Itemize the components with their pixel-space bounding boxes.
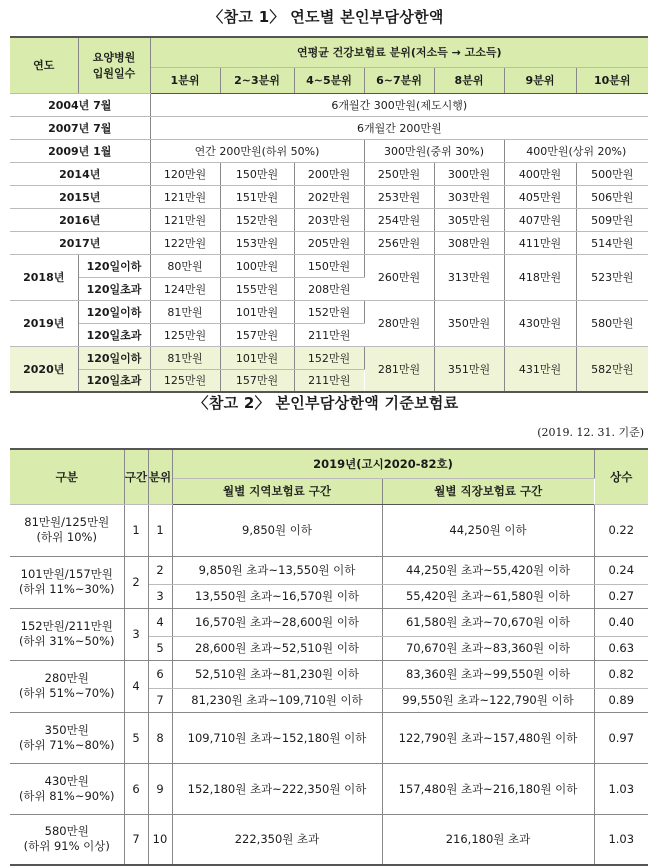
span-value: 400만원(상위 20%) — [504, 139, 648, 162]
ratio-header: 상수 — [594, 449, 648, 504]
value-cell: 152만원 — [294, 300, 364, 323]
category-range: (하위 91% 이상) — [23, 839, 110, 854]
category-amount: 350만원 — [44, 722, 89, 737]
days-header-line2: 입원일수 — [92, 67, 136, 81]
decile-cell: 9 — [148, 763, 172, 814]
value-cell: 418만원 — [504, 254, 576, 300]
value-cell: 151만원 — [220, 185, 294, 208]
ratio-cell: 0.97 — [594, 712, 648, 763]
category-amount: 152만원/211만원 — [20, 619, 113, 633]
days-header-line1: 요양병원 — [92, 51, 136, 65]
category-cell — [10, 763, 124, 814]
table-row — [10, 504, 648, 556]
year-cell: 2015년 — [10, 185, 150, 208]
workplace-cell: 61,580원 초과~70,670원 이하 — [382, 608, 594, 636]
decile-cell: 10 — [148, 814, 172, 865]
value-cell: 155만원 — [220, 277, 294, 300]
ratio-cell: 0.63 — [594, 636, 648, 660]
section-cell: 7 — [124, 814, 148, 865]
year-cell: 2019년 — [10, 300, 78, 346]
regional-cell: 109,710원 초과~152,180원 이하 — [172, 712, 382, 763]
value-cell: 125만원 — [150, 369, 220, 392]
value-cell: 351만원 — [434, 346, 504, 392]
value-cell: 152만원 — [294, 346, 364, 369]
value-cell: 203만원 — [294, 208, 364, 231]
table-row — [10, 556, 648, 584]
section-cell: 6 — [124, 763, 148, 814]
ratio-cell: 1.03 — [594, 763, 648, 814]
category-amount: 580만원 — [44, 824, 89, 839]
year-cell: 2018년 — [10, 254, 78, 300]
category-cell — [10, 660, 124, 712]
regional-cell: 28,600원 초과~52,510원 이하 — [172, 636, 382, 660]
value-cell: 211만원 — [294, 323, 364, 346]
value-cell: 430만원 — [504, 300, 576, 346]
days-cell: 120일이하 — [78, 254, 150, 277]
value-cell: 208만원 — [294, 277, 364, 300]
workplace-cell: 122,790원 초과~157,480원 이하 — [382, 712, 594, 763]
value-cell: 305만원 — [434, 208, 504, 231]
table-row — [10, 93, 648, 116]
table-row — [10, 254, 648, 277]
table-row — [10, 139, 648, 162]
value-cell: 254만원 — [364, 208, 434, 231]
span-value: 300만원(중위 30%) — [364, 139, 504, 162]
table-row — [10, 608, 648, 636]
table-row — [10, 300, 648, 323]
table-row — [10, 208, 648, 231]
category-cell — [10, 608, 124, 660]
regional-cell: 152,180원 초과~222,350원 이하 — [172, 763, 382, 814]
section-cell: 3 — [124, 608, 148, 660]
section-cell: 1 — [124, 504, 148, 556]
table-row — [10, 185, 648, 208]
days-cell: 120일초과 — [78, 369, 150, 392]
regional-cell: 52,510원 초과~81,230원 이하 — [172, 660, 382, 688]
span-value: 연간 200만원(하위 50%) — [150, 139, 364, 162]
table-row — [10, 660, 648, 688]
decile-header: 6~7분위 — [364, 67, 434, 93]
value-cell: 580만원 — [576, 300, 648, 346]
year-header: 연도 — [10, 37, 78, 93]
decile-cell: 1 — [148, 504, 172, 556]
regional-cell: 9,850원 이하 — [172, 504, 382, 556]
value-cell: 121만원 — [150, 185, 220, 208]
decile-cell: 3 — [148, 584, 172, 608]
table-row — [10, 814, 648, 865]
value-cell: 281만원 — [364, 346, 434, 392]
year-cell: 2017년 — [10, 231, 150, 254]
value-cell: 260만원 — [364, 254, 434, 300]
value-cell: 523만원 — [576, 254, 648, 300]
decile-header: 4~5분위 — [294, 67, 364, 93]
workplace-cell: 44,250원 이하 — [382, 504, 594, 556]
ratio-cell: 0.24 — [594, 556, 648, 584]
value-cell: 308만원 — [434, 231, 504, 254]
value-cell: 122만원 — [150, 231, 220, 254]
ratio-cell: 0.82 — [594, 660, 648, 688]
ratio-cell: 1.03 — [594, 814, 648, 865]
value-cell: 80만원 — [150, 254, 220, 277]
base-premium-table — [10, 448, 648, 866]
value-cell: 280만원 — [364, 300, 434, 346]
days-cell: 120일이하 — [78, 346, 150, 369]
value-cell: 300만원 — [434, 162, 504, 185]
category-cell — [10, 556, 124, 608]
value-cell: 153만원 — [220, 231, 294, 254]
regional-header: 월별 지역보험료 구간 — [172, 478, 382, 504]
value-cell: 202만원 — [294, 185, 364, 208]
category-amount: 81만원/125만원 — [24, 515, 110, 529]
header-row-1 — [10, 449, 648, 478]
value-cell: 514만원 — [576, 231, 648, 254]
year-cell: 2004년 7월 — [10, 93, 150, 116]
value-cell: 100만원 — [220, 254, 294, 277]
regional-cell: 9,850원 초과~13,550원 이하 — [172, 556, 382, 584]
decile-group-header: 연평균 건강보험료 분위(저소득 → 고소득) — [150, 37, 648, 67]
category-range: (하위 10%) — [36, 530, 97, 544]
decile-cell: 4 — [148, 608, 172, 636]
decile-cell: 5 — [148, 636, 172, 660]
value-cell: 506만원 — [576, 185, 648, 208]
decile-cell: 2 — [148, 556, 172, 584]
value-cell: 256만원 — [364, 231, 434, 254]
ref2-title: 〈참고 2〉 본인부담상한액 기준보험료 — [193, 394, 459, 412]
year-cell: 2016년 — [10, 208, 150, 231]
regional-cell: 81,230원 초과~109,710원 이하 — [172, 688, 382, 712]
section-cell: 2 — [124, 556, 148, 608]
value-cell: 509만원 — [576, 208, 648, 231]
ratio-cell: 0.27 — [594, 584, 648, 608]
value-cell: 313만원 — [434, 254, 504, 300]
workplace-cell: 157,480원 초과~216,180원 이하 — [382, 763, 594, 814]
header-row-1 — [10, 37, 648, 67]
decile-header: 10분위 — [576, 67, 648, 93]
workplace-cell: 83,360원 초과~99,550원 이하 — [382, 660, 594, 688]
table-row-highlighted — [10, 346, 648, 369]
category-cell — [10, 814, 124, 865]
value-cell: 411만원 — [504, 231, 576, 254]
value-cell: 350만원 — [434, 300, 504, 346]
value-cell: 124만원 — [150, 277, 220, 300]
value-cell: 211만원 — [294, 369, 364, 392]
value-cell: 157만원 — [220, 323, 294, 346]
table-row — [10, 162, 648, 185]
value-cell: 121만원 — [150, 208, 220, 231]
section-cell: 5 — [124, 712, 148, 763]
value-cell: 500만원 — [576, 162, 648, 185]
category-range: (하위 11%~30%) — [18, 582, 115, 596]
decile-header: 2~3분위 — [220, 67, 294, 93]
table-row — [10, 712, 648, 763]
category-amount: 430만원 — [44, 773, 89, 788]
ref1-title: 〈참고 1〉 연도별 본인부담상한액 — [208, 8, 444, 26]
value-cell: 200만원 — [294, 162, 364, 185]
value-cell: 81만원 — [150, 346, 220, 369]
value-cell: 400만원 — [504, 162, 576, 185]
category-range: (하위 31%~50%) — [18, 634, 115, 648]
value-cell: 157만원 — [220, 369, 294, 392]
decile-header: 분위 — [148, 449, 172, 504]
decile-cell: 8 — [148, 712, 172, 763]
days-cell: 120일초과 — [78, 323, 150, 346]
regional-cell: 222,350원 초과 — [172, 814, 382, 865]
decile-cell: 6 — [148, 660, 172, 688]
year-cell: 2014년 — [10, 162, 150, 185]
category-cell — [10, 504, 124, 556]
regional-cell: 13,550원 초과~16,570원 이하 — [172, 584, 382, 608]
value-cell: 152만원 — [220, 208, 294, 231]
category-amount: 101만원/157만원 — [20, 567, 113, 581]
span-value: 6개월간 300만원(제도시행) — [150, 93, 648, 116]
reference-date: (2019. 12. 31. 기준) — [537, 426, 644, 439]
value-cell: 303만원 — [434, 185, 504, 208]
value-cell: 407만원 — [504, 208, 576, 231]
ratio-cell: 0.89 — [594, 688, 648, 712]
section-header: 구간 — [124, 449, 148, 504]
value-cell: 431만원 — [504, 346, 576, 392]
category-cell — [10, 712, 124, 763]
year-cell: 2020년 — [10, 346, 78, 392]
table-row — [10, 763, 648, 814]
section-cell: 4 — [124, 660, 148, 712]
workplace-cell: 216,180원 초과 — [382, 814, 594, 865]
value-cell: 250만원 — [364, 162, 434, 185]
category-range: (하위 51%~70%) — [18, 686, 115, 700]
year-cell: 2007년 7월 — [10, 116, 150, 139]
decile-header: 1분위 — [150, 67, 220, 93]
value-cell: 101만원 — [220, 300, 294, 323]
value-cell: 120만원 — [150, 162, 220, 185]
value-cell: 253만원 — [364, 185, 434, 208]
year-cell: 2009년 1월 — [10, 139, 150, 162]
value-cell: 205만원 — [294, 231, 364, 254]
category-header: 구분 — [10, 449, 124, 504]
workplace-cell: 44,250원 초과~55,420원 이하 — [382, 556, 594, 584]
decile-cell: 7 — [148, 688, 172, 712]
span-value: 6개월간 200만원 — [150, 116, 648, 139]
workplace-cell: 70,670원 초과~83,360원 이하 — [382, 636, 594, 660]
table-row — [10, 116, 648, 139]
value-cell: 101만원 — [220, 346, 294, 369]
ratio-cell: 0.22 — [594, 504, 648, 556]
notice-header: 2019년(고시2020-82호) — [172, 449, 594, 478]
days-cell: 120일이하 — [78, 300, 150, 323]
days-cell: 120일초과 — [78, 277, 150, 300]
value-cell: 582만원 — [576, 346, 648, 392]
workplace-header: 월별 직장보험료 구간 — [382, 478, 594, 504]
ratio-cell: 0.40 — [594, 608, 648, 636]
value-cell: 405만원 — [504, 185, 576, 208]
value-cell: 150만원 — [294, 254, 364, 277]
value-cell: 125만원 — [150, 323, 220, 346]
regional-cell: 16,570원 초과~28,600원 이하 — [172, 608, 382, 636]
category-range: (하위 81%~90%) — [18, 788, 115, 803]
value-cell: 150만원 — [220, 162, 294, 185]
decile-header: 8분위 — [434, 67, 504, 93]
category-amount: 280만원 — [44, 671, 89, 685]
workplace-cell: 99,550원 초과~122,790원 이하 — [382, 688, 594, 712]
annual-cap-table — [10, 36, 648, 393]
days-header — [78, 37, 150, 93]
workplace-cell: 55,420원 초과~61,580원 이하 — [382, 584, 594, 608]
decile-header: 9분위 — [504, 67, 576, 93]
category-range: (하위 71%~80%) — [18, 737, 115, 752]
table-row — [10, 231, 648, 254]
value-cell: 81만원 — [150, 300, 220, 323]
